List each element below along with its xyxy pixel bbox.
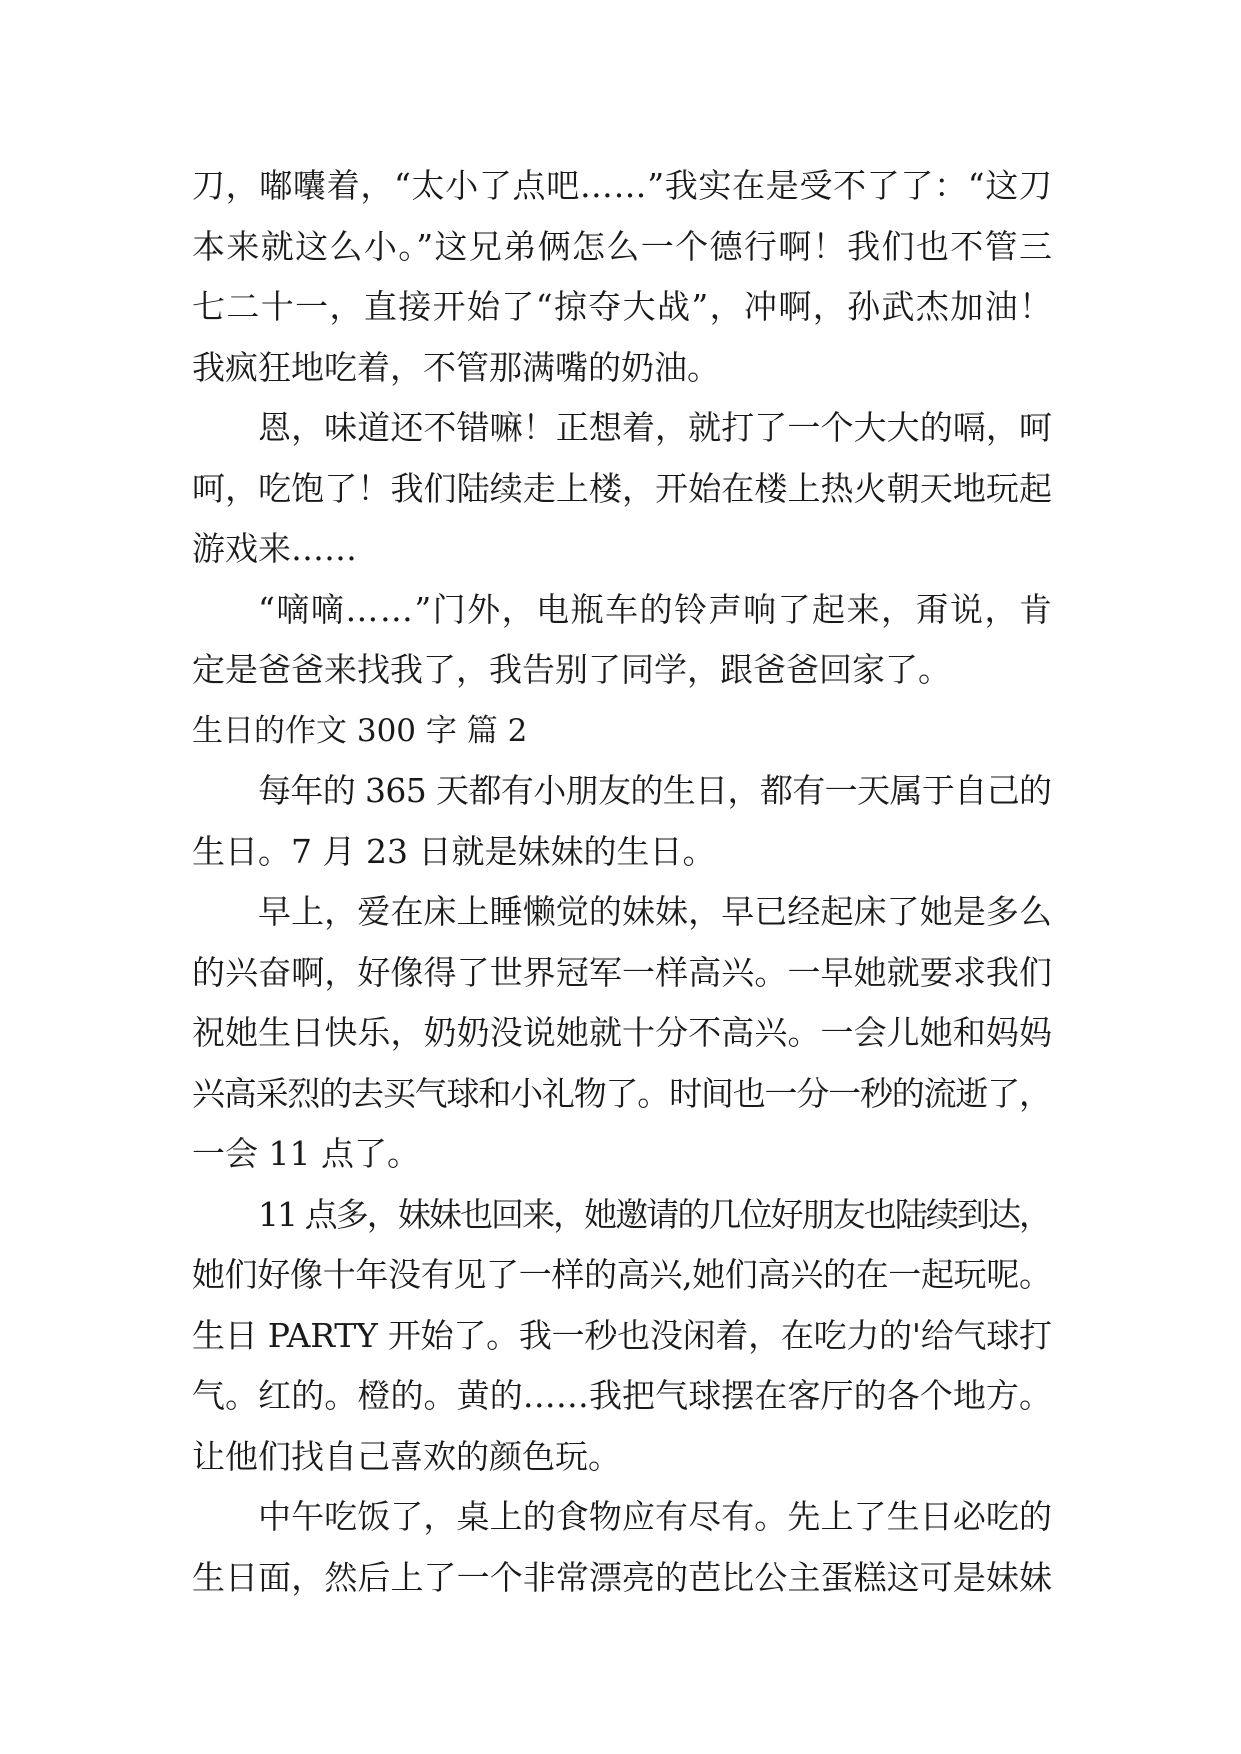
text-line: 生日 PARTY 开始了。我一秒也没闲着，在吃力的'给气球打 — [192, 1315, 1052, 1355]
text-line: 本来就这么小。”这兄弟俩怎么一个德行啊！我们也不管三 — [192, 226, 1054, 266]
text-line: 呵，吃饱了！我们陆续走上楼，开始在楼上热火朝天地玩起 — [192, 468, 1053, 508]
text-line: 游戏来…… — [192, 529, 357, 568]
text-line: 一会 11 点了。 — [192, 1134, 420, 1173]
text-line: 我疯狂地吃着，不管那满嘴的奶油。 — [192, 347, 720, 387]
text-line: “嘀嘀……”门外，电瓶车的铃声响了起来，甭说，肯 — [258, 589, 1054, 629]
section-heading: 生日的作文 300 字 篇 2 — [192, 712, 528, 749]
text-line: 刀，嘟囔着，“太小了点吧……”我实在是受不了了：“这刀 — [192, 166, 1053, 205]
text-line: 11 点多，妹妹也回来，她邀请的几位好朋友也陆续到达， — [258, 1194, 1051, 1234]
text-line: 她们好像十年没有见了一样的高兴,她们高兴的在一起玩呢。 — [192, 1255, 1052, 1294]
text-line: 生日面，然后上了一个非常漂亮的芭比公主蛋糕这可是妹妹 — [192, 1557, 1053, 1597]
document-body — [192, 156, 1052, 1608]
text-line: 中午吃饭了，桌上的食物应有尽有。先上了生日必吃的 — [258, 1497, 1053, 1536]
text-line: 定是爸爸来找我了，我告别了同学，跟爸爸回家了。 — [192, 650, 951, 689]
text-line: 生日。7 月 23 日就是妹妹的生日。 — [192, 831, 716, 871]
text-line: 七二十一，直接开始了“掠夺大战”，冲啊，孙武杰加油！ — [192, 287, 1054, 326]
text-line: 兴高采烈的去买气球和小礼物了。时间也一分一秒的流逝了， — [192, 1073, 1051, 1113]
text-line: 恩，味道还不错嘛！正想着，就打了一个大大的嗝，呵 — [258, 408, 1053, 447]
text-line: 气。红的。橙的。黄的……我把气球摆在客厅的各个地方。 — [192, 1376, 1053, 1415]
text-line: 每年的 365 天都有小朋友的生日，都有一天属于自己的 — [258, 771, 1052, 810]
text-line: 祝她生日快乐，奶奶没说她就十分不高兴。一会儿她和妈妈 — [192, 1013, 1053, 1052]
text-line: 让他们找自己喜欢的颜色玩。 — [192, 1436, 621, 1476]
text-line: 早上，爱在床上睡懒觉的妹妹，早已经起床了她是多么 — [258, 892, 1053, 931]
text-line: 的兴奋啊，好像得了世界冠军一样高兴。一早她就要求我们 — [192, 952, 1053, 992]
